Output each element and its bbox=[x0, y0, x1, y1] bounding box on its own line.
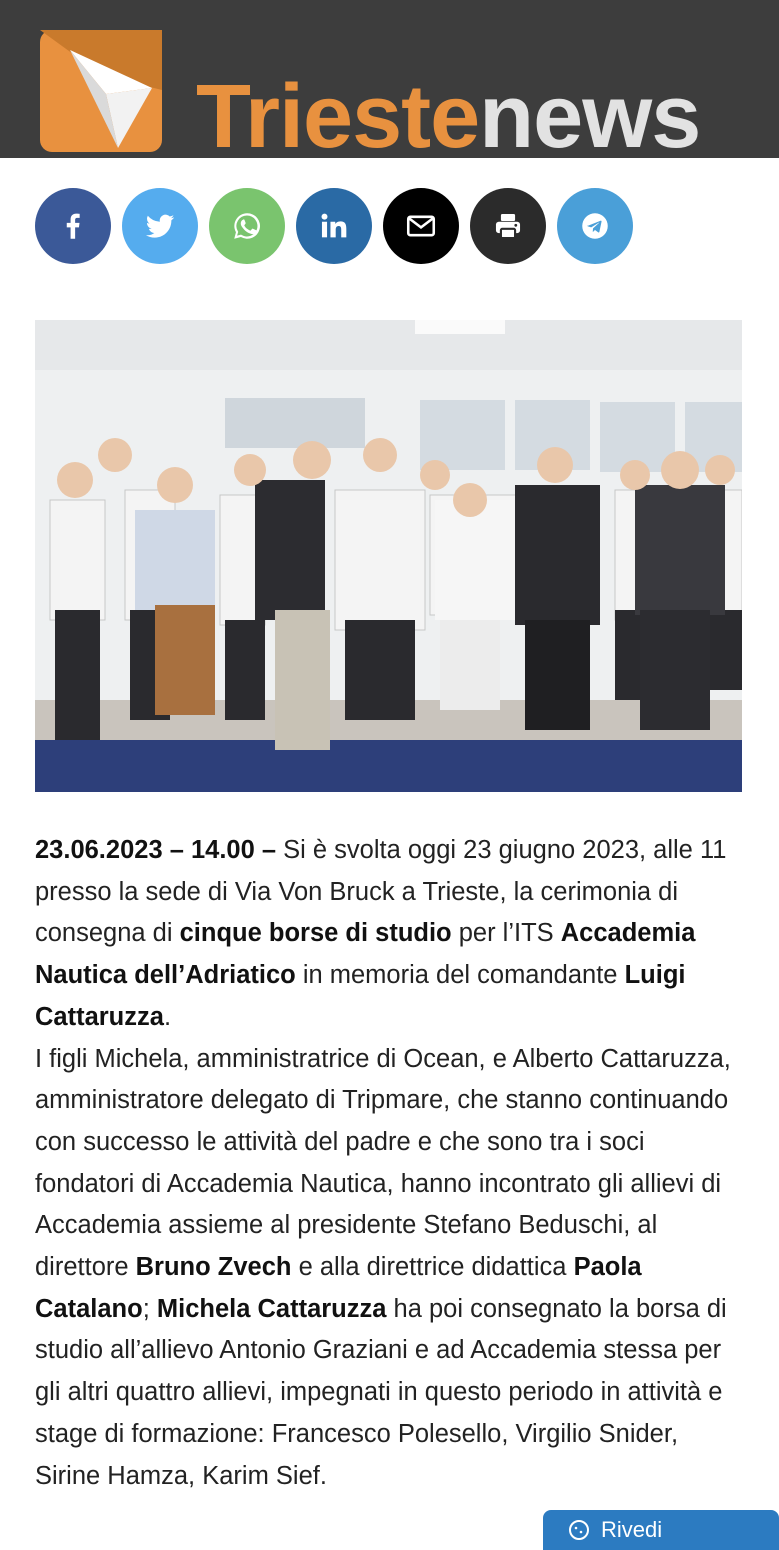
linkedin-share-button[interactable] bbox=[296, 188, 372, 264]
text-span: . bbox=[163, 1002, 172, 1031]
text-span: ha poi consegnato la borsa di studio all’allievo Antonio Graziani e ad Accademia stessa per gli altri quattro allievi, impegnati in questo periodo in attività e stage di formazione: Francesco Polesello, Virgilio Snider, Sirine Hamza, Karim Sief. bbox=[35, 1294, 727, 1490]
article-body bbox=[35, 830, 747, 1497]
article-paragraph-1 bbox=[35, 830, 747, 1039]
mail-icon bbox=[404, 209, 438, 243]
brand-wordmark[interactable] bbox=[196, 62, 700, 172]
text-span: e alla direttrice didattica bbox=[291, 1253, 574, 1282]
article-date: 23.06.2023 – 14.00 – bbox=[35, 836, 277, 864]
print-icon bbox=[491, 209, 525, 243]
text-span: ; bbox=[142, 1294, 157, 1323]
bold-span: cinque borse di studio bbox=[179, 919, 452, 948]
telegram-share-button[interactable] bbox=[557, 188, 633, 264]
bold-span: Accademia Nautica dell’Adriatico bbox=[35, 919, 696, 990]
cookie-icon bbox=[567, 1518, 591, 1542]
bold-span: Paola Catalano bbox=[35, 1253, 642, 1323]
bold-span: Bruno Zvech bbox=[135, 1253, 292, 1282]
article-photo bbox=[35, 320, 742, 792]
cookie-tab-label: Rivedi bbox=[601, 1517, 663, 1542]
text-span: per l’ITS bbox=[451, 919, 561, 948]
facebook-share-button[interactable] bbox=[35, 188, 111, 264]
twitter-icon bbox=[143, 209, 177, 243]
linkedin-icon bbox=[317, 209, 351, 243]
print-button[interactable] bbox=[470, 188, 546, 264]
twitter-share-button[interactable] bbox=[122, 188, 198, 264]
email-share-button[interactable] bbox=[383, 188, 459, 264]
text-span: I figli Michela, amministratrice di Ocean, e Alberto Cattaruzza, amministratore delegato di Tripmare, che stanno continuando con successo le attività del padre e che sono tra i soci fondatori di Accademia Nautica, hanno incontrato gli allievi di Accademia assieme al presidente Stefano Beduschi, al direttore bbox=[35, 1044, 731, 1282]
brand-part-news: news bbox=[479, 67, 701, 167]
site-header bbox=[0, 0, 779, 167]
cookie-settings-tab[interactable] bbox=[543, 1510, 779, 1550]
facebook-icon bbox=[56, 209, 90, 243]
article-paragraph-2 bbox=[35, 1039, 747, 1498]
triestenews-logo-icon[interactable] bbox=[40, 30, 162, 152]
text-span: in memoria del comandante bbox=[295, 961, 625, 990]
whatsapp-share-button[interactable] bbox=[209, 188, 285, 264]
brand-part-trieste: Trieste bbox=[196, 67, 480, 167]
bold-span: Michela Cattaruzza bbox=[156, 1294, 387, 1323]
whatsapp-icon bbox=[230, 209, 264, 243]
text-span: Si è svolta oggi 23 giugno 2023, alle 11 presso la sede di Via Von Bruck a Trieste, la cerimonia di consegna di bbox=[35, 836, 727, 948]
share-bar bbox=[35, 188, 633, 264]
bold-span: Luigi Cattaruzza bbox=[35, 961, 686, 1031]
telegram-icon bbox=[578, 209, 612, 243]
